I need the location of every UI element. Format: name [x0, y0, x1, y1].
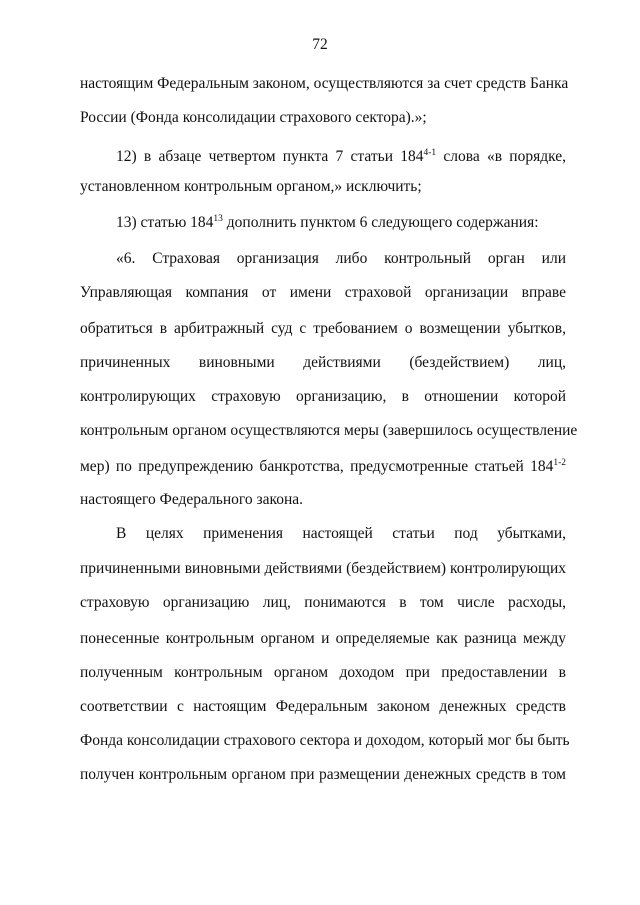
- text-span: мер) по предупреждению банкротства, предусмотренные статьей 184: [80, 458, 554, 475]
- text-line-item-12: [116, 147, 566, 167]
- superscript: 1-2: [553, 458, 566, 468]
- text-line: В целях применения настоящей статьи под убытками,: [116, 525, 566, 542]
- text-line: соответствии с настоящим Федеральным законом денежных средств: [80, 698, 566, 715]
- superscript: 13: [213, 214, 223, 224]
- text-line: Управляющая компания от имени страховой организации вправе: [80, 284, 566, 301]
- text-line: обратиться в арбитражный суд с требованием о возмещении убытков,: [80, 320, 566, 337]
- text-line: настоящим Федеральным законом, осуществляются за счет средств Банка: [80, 75, 569, 92]
- text-line: Фонда консолидации страхового сектора и доходом, который мог бы быть: [80, 732, 570, 749]
- text-span: 12) в абзаце четвертом пункта 7 статьи 184: [116, 148, 424, 165]
- text-line: установленном контрольным органом,» исключить;: [80, 178, 422, 195]
- text-line: контрольным органом осуществляются меры (завершилось осуществление: [80, 422, 578, 439]
- text-line: «6. Страховая организация либо контрольный орган или: [116, 250, 566, 267]
- text-line: [80, 457, 566, 477]
- text-line: настоящего Федерального закона.: [80, 491, 304, 508]
- text-span: слова «в порядке,: [436, 148, 567, 165]
- text-line: контролирующих страховую организацию, в отношении которой: [80, 388, 566, 405]
- text-span: дополнить пунктом 6 следующего содержания:: [222, 214, 539, 231]
- text-line: причиненными виновными действиями (бездействием) контролирующих: [80, 560, 566, 577]
- text-line: получен контрольным органом при размещении денежных средств в том: [80, 766, 566, 783]
- text-line: понесенные контрольным органом и определяемые как разница между: [80, 630, 566, 647]
- text-line: полученным контрольным органом доходом при предоставлении в: [80, 664, 566, 681]
- text-line: причиненных виновными действиями (бездействием) лиц,: [80, 354, 566, 371]
- superscript: 4-1: [423, 148, 437, 158]
- page-number: 72: [312, 36, 328, 53]
- text-line: страховую организацию лиц, понимаются в том числе расходы,: [80, 594, 566, 611]
- text-span: 13) статью 184: [116, 214, 214, 231]
- text-line: России (Фонда консолидации страхового сектора).»;: [80, 109, 427, 126]
- text-line-item-13: [116, 213, 566, 233]
